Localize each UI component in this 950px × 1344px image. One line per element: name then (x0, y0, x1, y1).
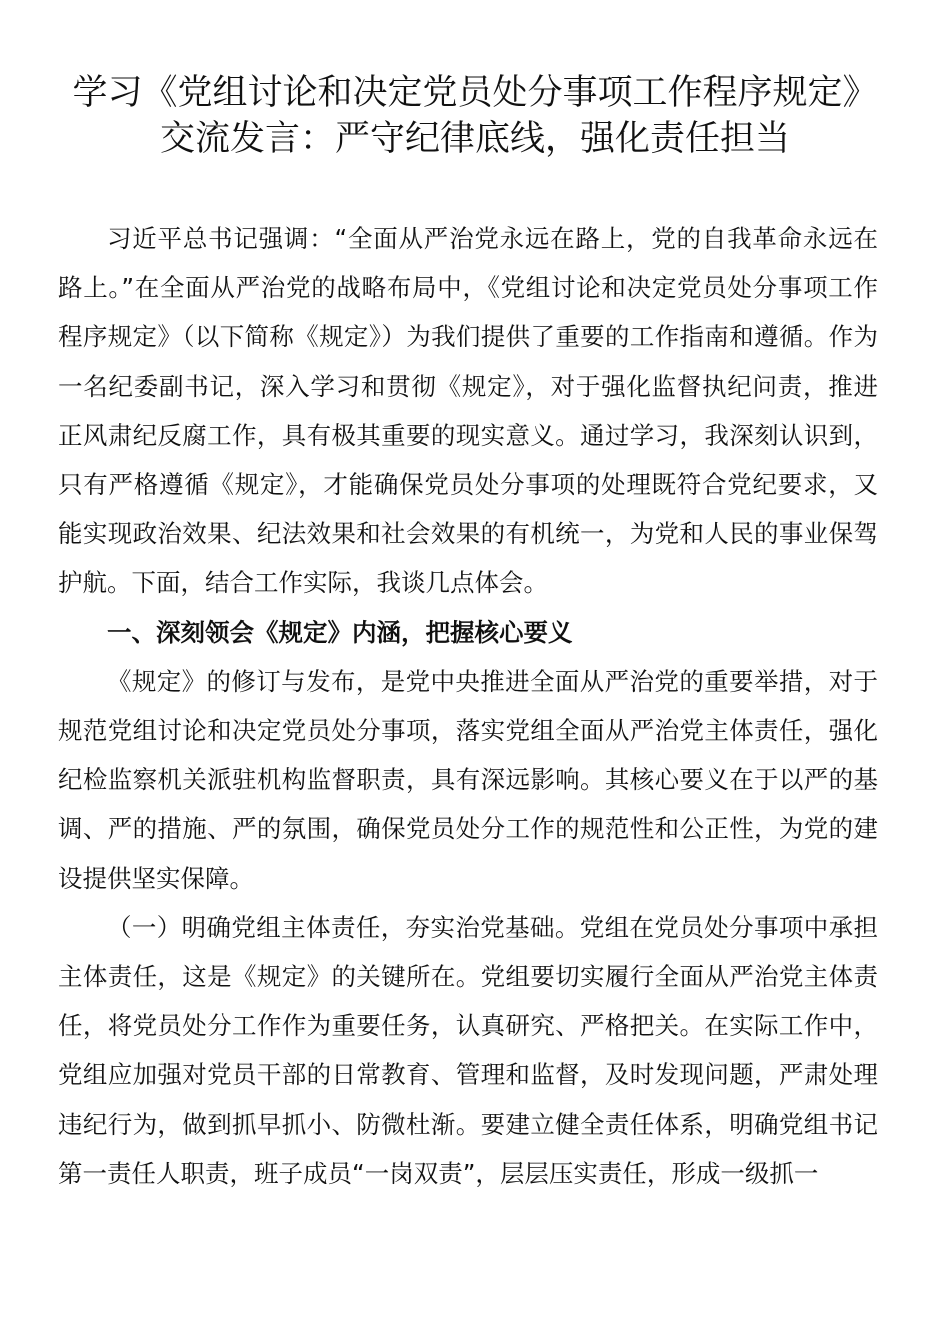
document-title-line-1: 学习《党组讨论和决定党员处分事项工作程序规定》 (72, 73, 878, 113)
paragraph-section-1: 《规定》的修订与发布，是党中央推进全面从严治党的重要举措，对于规范党组讨论和决定党员处分事项，落实党组全面从严治党主体责任，强化纪检监察机关派驻机构监督职责，具有深远影响。其核心要义在于以严的基调、严的措施、严的氛围，确保党员处分工作的规范性和公正性，为党的建设提供坚实保障。 (58, 666, 878, 893)
document-body (58, 214, 878, 1198)
paragraph-subsection-1: （一）明确党组主体责任，夯实治党基础。党组在党员处分事项中承担主体责任，这是《规定》的关键所在。党组要切实履行全面从严治党主体责任，将党员处分工作作为重要任务，认真研究、严格把关。在实际工作中，党组应加强对党员干部的日常教育、管理和监督，及时发现问题，严肃处理违纪行为，做到抓早抓小、防微杜渐。要建立健全责任体系，明确党组书记第一责任人职责，班子成员“一岗双责”，层层压实责任，形成一级抓一 (58, 912, 878, 1188)
document-title-line-2: 交流发言：严守纪律底线，强化责任担当 (159, 119, 790, 159)
paragraph-intro: 习近平总书记强调：“全面从严治党永远在路上，党的自我革命永远在路上。”在全面从严治党的战略布局中，《党组讨论和决定党员处分事项工作程序规定》（以下简称《规定》）为我们提供了重要的工作指南和遵循。作为一名纪委副书记，深入学习和贯彻《规定》，对于强化监督执纪问责，推进正风肃纪反腐工作，具有极其重要的现实意义。通过学习，我深刻认识到，只有严格遵循《规定》，才能确保党员处分事项的处理既符合党纪要求，又能实现政治效果、纪法效果和社会效果的有机统一，为党和人民的事业保驾护航。下面，结合工作实际，我谈几点体会。 (58, 224, 878, 598)
section-heading-1: 一、深刻领会《规定》内涵，把握核心要义 (107, 617, 573, 647)
